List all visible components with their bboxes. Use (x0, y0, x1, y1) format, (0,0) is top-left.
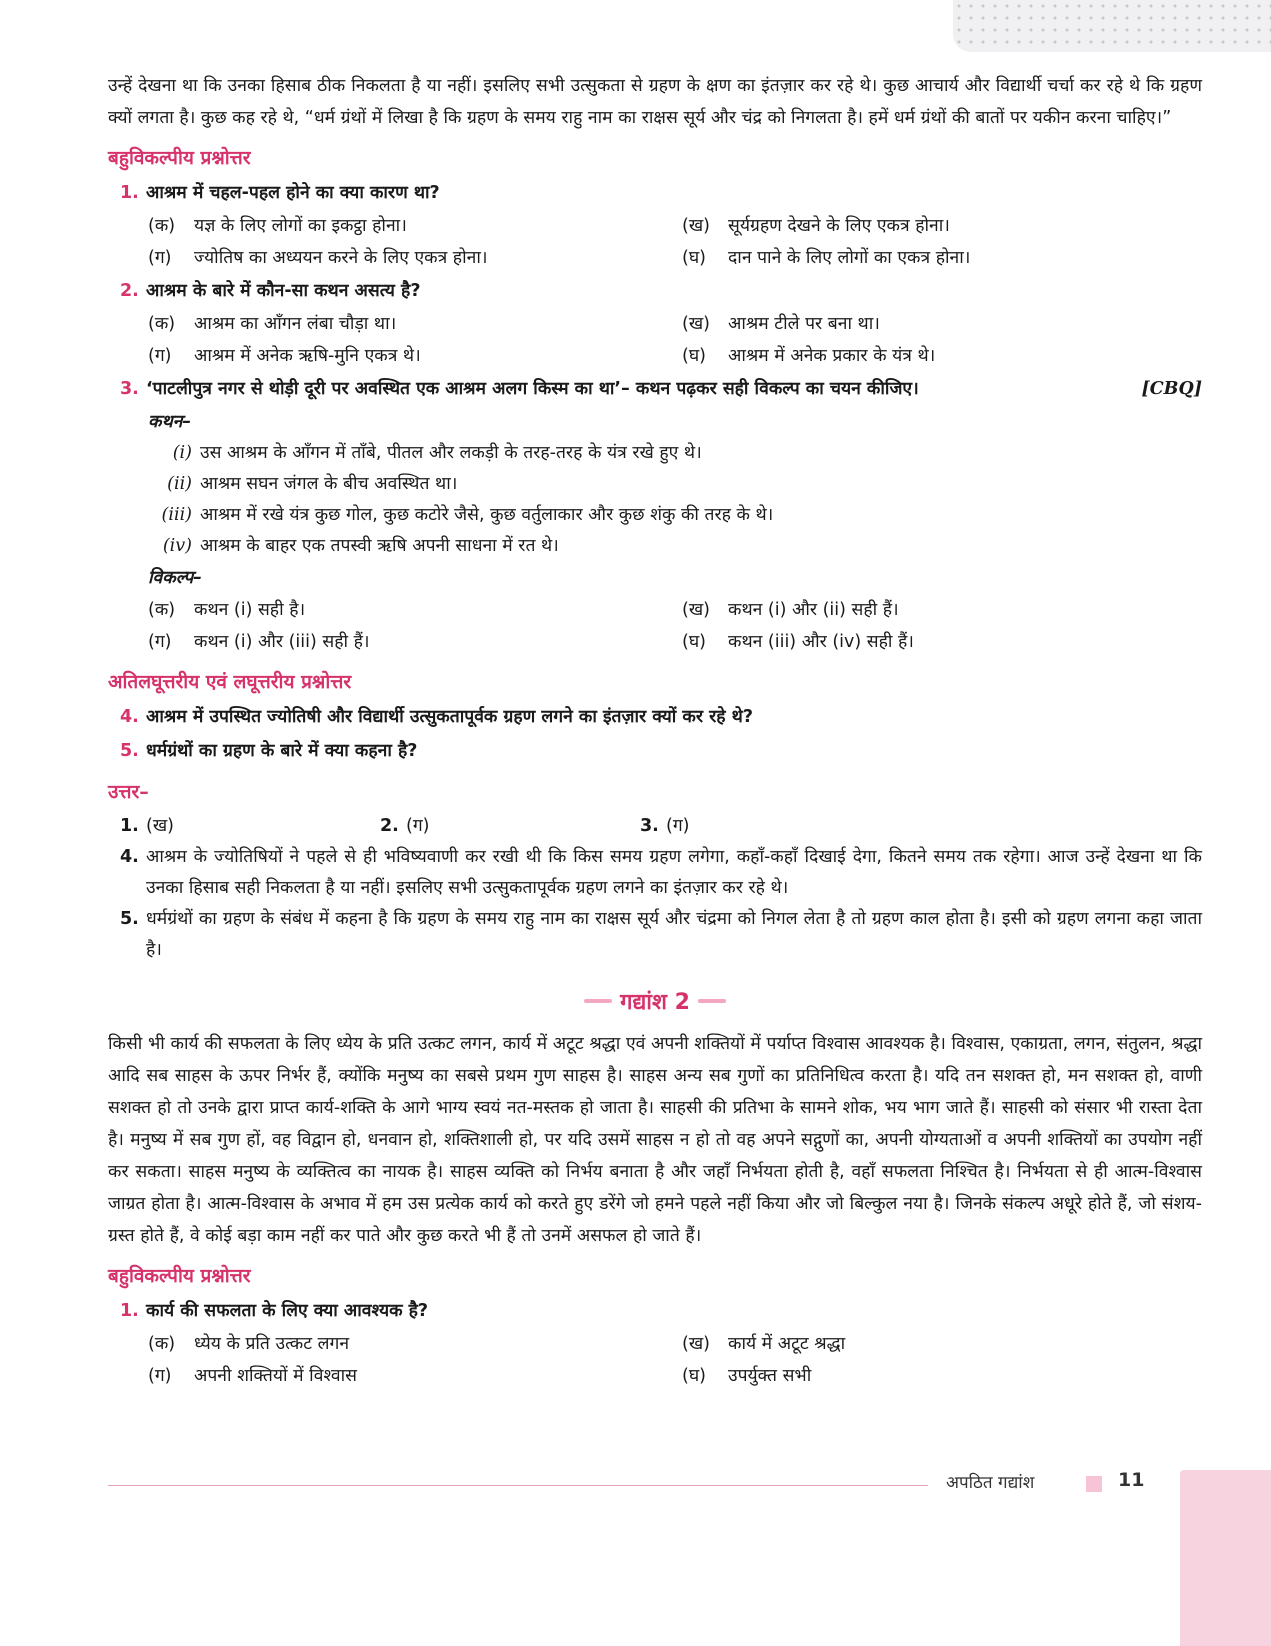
page-corner-tab (1180, 1470, 1271, 1646)
title-dash-right (698, 999, 726, 1003)
option (148, 308, 682, 340)
answer-number: 4. (120, 847, 139, 867)
answer-heading: उत्तर– (108, 781, 149, 803)
question-text: आश्रम में चहल-पहल होने का क्या कारण था? (146, 183, 440, 203)
question-number: 5. (120, 741, 139, 761)
option-label: (घ) (682, 346, 706, 366)
statement-number: (iv) (162, 536, 192, 556)
option-text: कथन (iii) और (iv) सही हैं। (728, 632, 914, 652)
option (148, 242, 682, 274)
option (682, 340, 1216, 372)
option-text: कार्य में अटूट श्रद्धा (728, 1334, 846, 1354)
question-text: आश्रम के बारे में कौन-सा कथन असत्य है? (146, 281, 421, 301)
option-label: (ग) (148, 248, 172, 268)
option-text: अपनी शक्तियों में विश्वास (194, 1366, 357, 1386)
statement-number: (iii) (161, 505, 192, 525)
passage-title-row (108, 986, 1202, 1016)
statement-text: आश्रम में रखे यंत्र कुछ गोल, कुछ कटोरे जैसे, कुछ वर्तुलाकार और कुछ शंकु की तरह के थे। (200, 505, 774, 525)
header-dot-pattern (953, 0, 1271, 52)
answer-number: 3. (640, 816, 659, 836)
answer-text: धर्मग्रंथों का ग्रहण के संबंध में कहना है कि ग्रहण के समय राहु नाम का राक्षस सूर्य और चंद्रमा को निगल लेता है तो ग्रहण काल होता है। इसी को ग्रहण लगना कहा जाता है। (146, 909, 1202, 960)
option (682, 210, 1216, 242)
option-label: (घ) (682, 1366, 706, 1386)
options-q3 (148, 594, 1202, 658)
option (682, 1328, 1216, 1360)
option (682, 308, 1216, 340)
option-label: (ख) (682, 314, 710, 334)
footer-square-icon (1086, 1476, 1102, 1492)
kathan-heading: कथन– (148, 412, 192, 432)
option-label: (ख) (682, 600, 710, 620)
answer-number: 2. (380, 816, 399, 836)
answer-value: (ग) (406, 816, 430, 836)
option-text: आश्रम का आँगन लंबा चौड़ा था। (194, 314, 397, 334)
section-heading-mcq: बहुविकल्पीय प्रश्नोत्तर (108, 147, 251, 169)
section-heading-mcq-2: बहुविकल्पीय प्रश्नोत्तर (108, 1265, 251, 1287)
option-text: ज्योतिष का अध्ययन करने के लिए एकत्र होना। (194, 248, 488, 268)
question-1 (120, 176, 1202, 210)
option-text: उपर्युक्त सभी (728, 1366, 812, 1386)
question-number: 2. (120, 281, 139, 301)
answer-key-row (120, 810, 1202, 842)
cbq-tag: [CBQ] (1141, 379, 1202, 399)
option-label: (क) (148, 1334, 176, 1354)
question-5 (120, 734, 1202, 768)
title-dash-left (584, 999, 612, 1003)
option-label: (ग) (148, 632, 172, 652)
passage2-question-1 (120, 1294, 1202, 1328)
option (682, 626, 1216, 658)
option-label: (क) (148, 216, 176, 236)
intro-paragraph: उन्हें देखना था कि उनका हिसाब ठीक निकलता है या नहीं। इसलिए सभी उत्सुकता से ग्रहण के क्षण का इंतज़ार कर रहे थे। कुछ आचार्य और विद्यार्थी चर्चा कर रहे थे कि ग्रहण क्यों लगता है। कुछ कह रहे थे, “धर्म ग्रंथों में लिखा है कि ग्रहण के समय राहु नाम का राक्षस सूर्य और चंद्र को निगलता है। हमें धर्म ग्रंथों की बातों पर यकीन करना चाहिए।” (108, 76, 1202, 128)
question-text: कार्य की सफलता के लिए क्या आवश्यक है? (146, 1301, 429, 1321)
question-text: आश्रम में उपस्थित ज्योतिषी और विद्यार्थी उत्सुकतापूर्वक ग्रहण लगने का इंतज़ार क्यों कर रहे थे? (146, 707, 753, 727)
footer-rule (108, 1485, 928, 1486)
answer-text: आश्रम के ज्योतिषियों ने पहले से ही भविष्यवाणी कर रखी थी कि किस समय ग्रहण लगेगा, कहाँ-कहाँ दिखाई देगा, कितने समय तक रहेगा। आज उन्हें देखना था कि उनका हिसाब सही निकलता है या नहीं। इसलिए सभी उत्सुकतापूर्वक ग्रहण लगने का इंतज़ार कर रहे थे। (146, 847, 1202, 898)
answer-value: (ग) (666, 816, 690, 836)
option-label: (ख) (682, 216, 710, 236)
statement (148, 531, 1202, 562)
option (148, 1328, 682, 1360)
option-text: दान पाने के लिए लोगों का एकत्र होना। (728, 248, 971, 268)
option-label: (क) (148, 600, 176, 620)
options-p2q1 (148, 1328, 1202, 1392)
option-text: कथन (i) और (iii) सही हैं। (194, 632, 370, 652)
question-3 (120, 372, 1202, 406)
option (148, 340, 682, 372)
statement (148, 500, 1202, 531)
option-label: (ख) (682, 1334, 710, 1354)
statement-text: आश्रम सघन जंगल के बीच अवस्थित था। (200, 474, 458, 494)
question-text: ‘पाटलीपुत्र नगर से थोड़ी दूरी पर अवस्थित एक आश्रम अलग किस्म का था’– कथन पढ़कर सही विकल्प का चयन कीजिए। (146, 379, 919, 399)
answer-cell (640, 810, 900, 842)
answer-4 (120, 842, 1202, 904)
option-text: आश्रम टीले पर बना था। (728, 314, 880, 334)
question-text: धर्मग्रंथों का ग्रहण के बारे में क्या कहना है? (146, 741, 418, 761)
question-number: 1. (120, 1301, 139, 1321)
option-label: (घ) (682, 248, 706, 268)
option (148, 210, 682, 242)
passage-title: गद्यांश 2 (620, 990, 690, 1015)
options-q1 (148, 210, 1202, 274)
statement (148, 469, 1202, 500)
option-text: कथन (i) सही है। (194, 600, 306, 620)
question-2 (120, 274, 1202, 308)
option-text: सूर्यग्रहण देखने के लिए एकत्र होना। (728, 216, 950, 236)
option (148, 594, 682, 626)
option-label: (घ) (682, 632, 706, 652)
statement-text: उस आश्रम के आँगन में ताँबे, पीतल और लकड़ी के तरह-तरह के यंत्र रखे हुए थे। (200, 443, 702, 463)
option-text: आश्रम में अनेक ऋषि-मुनि एकत्र थे। (194, 346, 421, 366)
option (148, 626, 682, 658)
vikalp-heading: विकल्प– (148, 568, 202, 588)
question-number: 4. (120, 707, 139, 727)
answer-number: 1. (120, 816, 139, 836)
option-label: (ग) (148, 346, 172, 366)
question-number: 3. (120, 379, 139, 399)
options-q2 (148, 308, 1202, 372)
option-text: आश्रम में अनेक प्रकार के यंत्र थे। (728, 346, 936, 366)
option-text: यज्ञ के लिए लोगों का इकट्ठा होना। (194, 216, 407, 236)
question-number: 1. (120, 183, 139, 203)
answer-5 (120, 904, 1202, 966)
statement (148, 438, 1202, 469)
statement-number: (ii) (167, 474, 192, 494)
page-content (108, 70, 1202, 1392)
option-text: ध्येय के प्रति उत्कट लगन (194, 1334, 350, 1354)
statement-text: आश्रम के बाहर एक तपस्वी ऋषि अपनी साधना में रत थे। (200, 536, 559, 556)
answer-cell (380, 810, 640, 842)
option (682, 594, 1216, 626)
option (682, 1360, 1216, 1392)
option (148, 1360, 682, 1392)
page-number: 11 (1118, 1469, 1145, 1491)
option (682, 242, 1216, 274)
option-text: कथन (i) और (ii) सही हैं। (728, 600, 899, 620)
answer-cell (120, 810, 380, 842)
footer-label: अपठित गद्यांश (946, 1473, 1035, 1493)
option-label: (ग) (148, 1366, 172, 1386)
answer-value: (ख) (146, 816, 174, 836)
answer-number: 5. (120, 909, 139, 929)
statement-number: (i) (172, 443, 192, 463)
section-heading-short: अतिलघूत्तरीय एवं लघूत्तरीय प्रश्नोत्तर (108, 671, 352, 693)
option-label: (क) (148, 314, 176, 334)
question-4 (120, 700, 1202, 734)
passage-2-text: किसी भी कार्य की सफलता के लिए ध्येय के प्रति उत्कट लगन, कार्य में अटूट श्रद्धा एवं अपनी शक्तियों में पर्याप्त विश्वास आवश्यक है। विश्वास, एकाग्रता, लगन, संतुलन, श्रद्धा आदि सब साहस के ऊपर निर्भर हैं, क्योंकि मनुष्य का सबसे प्रथम गुण साहस है। साहस अन्य सब गुणों का प्रतिनिधित्व करता है। यदि तन सशक्त हो, मन सशक्त हो, वाणी सशक्त हो तो उनके द्वारा प्राप्त कार्य-शक्ति के आगे भाग्य स्वयं नत-मस्तक हो जाता है। साहसी की प्रतिभा के सामने शोक, भय भाग जाते हैं। साहसी को संसार भी रास्ता देता है। मनुष्य में सब गुण हों, वह विद्वान हो, धनवान हो, शक्तिशाली हो, पर यदि उसमें साहस न हो तो वह अपने सद्गुणों का, अपनी योग्यताओं व अपनी शक्तियों का उपयोग नहीं कर सकता। साहस मनुष्य के व्यक्तित्व का नायक है। साहस व्यक्ति को निर्भय बनाता है और जहाँ निर्भयता होती है, वहाँ सफलता निश्चित है। निर्भयता से ही आत्म-विश्वास जाग्रत होता है। आत्म-विश्वास के अभाव में हम उस प्रत्येक कार्य को करते हुए डरेंगे जो हमने पहले नहीं किया और जो बिल्कुल नया है। जिनके संकल्प अधूरे होते हैं, जो संशय-ग्रस्त होते हैं, वे कोई बड़ा काम नहीं कर पाते और कुछ करते भी हैं तो उनमें असफल हो जाते हैं। (108, 1034, 1202, 1246)
